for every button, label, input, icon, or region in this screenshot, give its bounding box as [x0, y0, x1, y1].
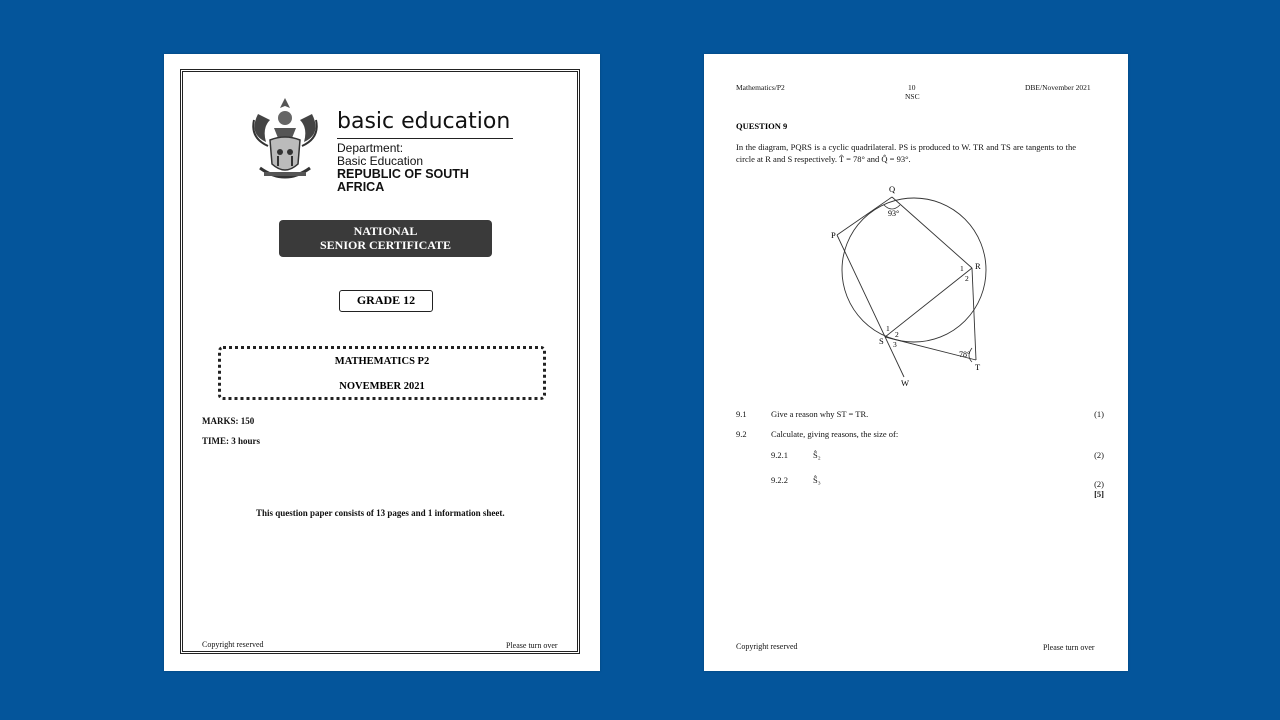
label-w: W — [901, 378, 910, 388]
time-label: TIME: 3 hours — [202, 436, 261, 446]
brand-name: basic education — [337, 109, 511, 134]
side-pq — [837, 197, 892, 235]
subject-title: MATHEMATICS P2 — [334, 356, 430, 367]
cover-page — [164, 54, 600, 671]
question-footer-left: Copyright reserved — [736, 642, 798, 651]
cover-footer-left: Copyright reserved — [202, 640, 264, 649]
header-subject: Mathematics/P2 — [736, 83, 785, 92]
circle — [842, 198, 986, 342]
header-page-number: 10 — [908, 83, 916, 92]
department-line2: Basic Education — [337, 154, 424, 168]
label-s3: 3 — [893, 340, 897, 349]
grade-badge: GRADE 12 — [339, 290, 433, 312]
label-r1: 1 — [960, 264, 964, 273]
label-s1: 1 — [886, 324, 890, 333]
republic-name: REPUBLIC OF SOUTH AFRICA — [337, 167, 469, 194]
label-r2: 2 — [965, 274, 969, 283]
q9-1-mark: (1) — [1094, 409, 1104, 419]
q9-2-2-text: Ŝ₃ — [813, 475, 821, 485]
exam-session: NOVEMBER 2021 — [339, 381, 425, 392]
line-psw — [837, 235, 904, 377]
q9-2-1-mark: (2) — [1094, 450, 1104, 460]
tangent-tr — [972, 268, 976, 360]
certificate-line2: SENIOR CERTIFICATE — [319, 238, 452, 252]
pages-note: This question paper consists of 13 pages and 1 information sheet. — [256, 508, 505, 518]
question-footer-right: Please turn over — [1043, 643, 1095, 652]
label-q: Q — [889, 184, 896, 194]
q9-2-2-mark: (2) — [1094, 479, 1104, 489]
label-t: T — [975, 362, 981, 372]
q9-2-2-number: 9.2.2 — [771, 475, 788, 485]
side-qr — [892, 197, 972, 268]
label-s2: 2 — [895, 330, 899, 339]
department-text — [337, 142, 518, 194]
label-angle-t: 78° — [959, 350, 971, 359]
q9-1-text: Give a reason why ST = TR. — [771, 409, 869, 419]
certificate-banner — [279, 220, 492, 257]
brand-divider — [337, 138, 513, 139]
department-logo — [248, 94, 518, 194]
label-r: R — [975, 261, 981, 271]
q9-2-1-number: 9.2.1 — [771, 450, 788, 460]
question-intro: In the diagram, PQRS is a cyclic quadrilateral. PS is produced to W. TR and TS are tangents to the circle at R and S respectively. T̂ = 78° and Q̂ = 93°. — [736, 142, 1076, 164]
coat-of-arms-icon — [248, 94, 322, 186]
question-total: [5] — [1094, 489, 1104, 499]
q9-2-text: Calculate, giving reasons, the size of: — [771, 429, 899, 439]
q9-2-1-text: Ŝ₂ — [813, 450, 821, 460]
subject-box — [218, 346, 546, 400]
cyclic-quadrilateral-diagram — [804, 180, 1044, 390]
q9-2-number: 9.2 — [736, 429, 747, 439]
certificate-line1: NATIONAL — [353, 224, 418, 238]
department-line1: Department: — [337, 141, 404, 155]
header-nsc: NSC — [905, 92, 920, 101]
q9-1-number: 9.1 — [736, 409, 747, 419]
header-session: DBE/November 2021 — [1025, 83, 1091, 92]
question-title: QUESTION 9 — [736, 121, 788, 131]
marks-label: MARKS: 150 — [202, 416, 255, 426]
label-s: S — [879, 336, 884, 346]
cover-footer-right: Please turn over — [506, 641, 558, 650]
label-p: P — [831, 230, 836, 240]
label-angle-q: 93° — [888, 209, 900, 218]
question-page — [704, 54, 1128, 671]
